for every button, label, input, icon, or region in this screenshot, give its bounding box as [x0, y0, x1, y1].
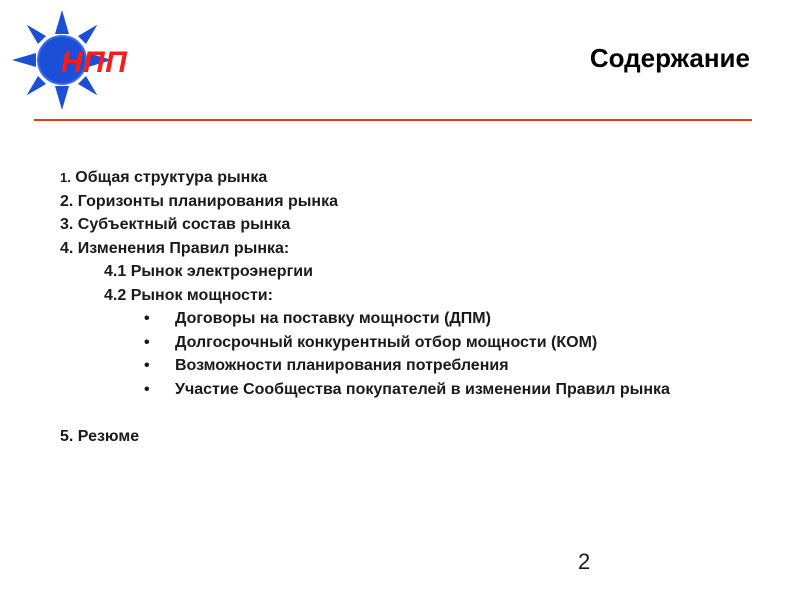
- toc-bullet-4: • Участие Сообщества покупателей в изменении Правил рынка: [60, 378, 740, 402]
- page-number: 2: [578, 549, 591, 574]
- toc-bullet-2: • Долгосрочный конкурентный отбор мощности (КОМ): [60, 331, 740, 355]
- toc-bullet-3: • Возможности планирования потребления: [60, 354, 740, 378]
- logo: [10, 8, 128, 112]
- toc-item-1: 1. Общая структура рынка: [60, 169, 268, 186]
- toc-subitem-4-1: 4.1 Рынок электроэнергии: [104, 263, 313, 280]
- bullet-icon: •: [144, 333, 150, 351]
- bullet-icon: •: [144, 357, 150, 374]
- toc-item-5: 5. Резюме: [60, 427, 140, 445]
- title-divider: [34, 119, 752, 121]
- toc-item-4: 4. Изменения Правил рынка:: [60, 239, 290, 257]
- page-title: Содержание: [589, 43, 750, 73]
- table-of-contents: [60, 166, 740, 448]
- toc-item-2: 2. Горизонты планирования рынка: [60, 192, 338, 210]
- toc-subitem-4-2: 4.2 Рынок мощности:: [104, 286, 273, 304]
- bullet-icon: •: [144, 310, 150, 327]
- logo-text: НПП: [61, 46, 128, 79]
- toc-item-3: 3. Субъектный состав рынка: [60, 216, 291, 233]
- toc-bullet-1: • Договоры на поставку мощности (ДПМ): [60, 307, 740, 331]
- bullet-icon: •: [144, 380, 150, 398]
